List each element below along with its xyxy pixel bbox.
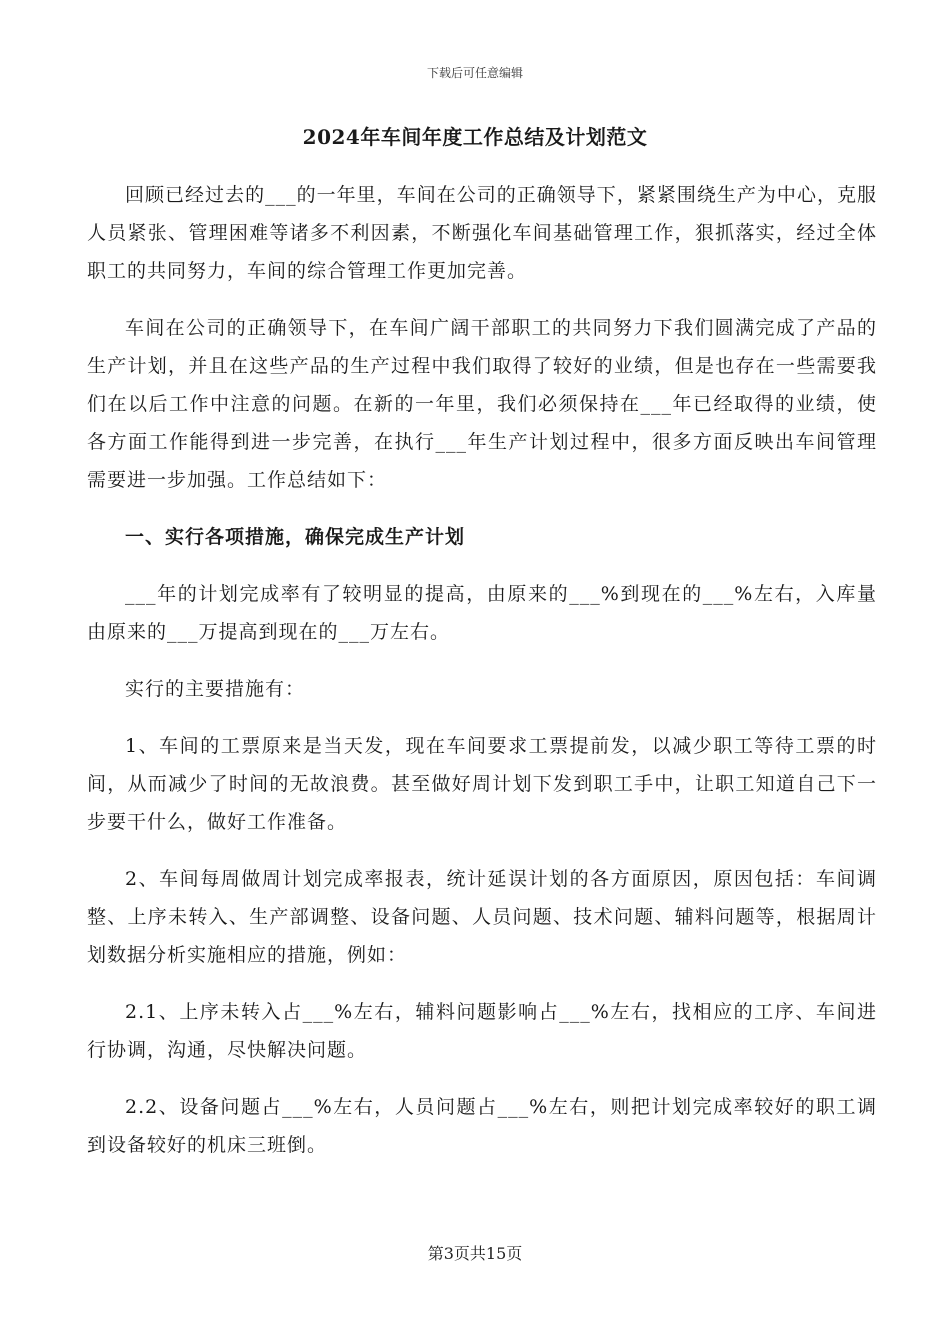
paragraph-measure-2: 2、车间每周做周计划完成率报表，统计延误计划的各方面原因，原因包括：车间调整、上序未转入、生产部调整、设备问题、人员问题、技术问题、辅料问题等，根据周计划数据分析实施相应的措施，例如： <box>87 868 877 966</box>
section-heading: 一、实行各项措施，确保完成生产计划 <box>125 526 466 548</box>
paragraph-completion-rate: ___年的计划完成率有了较明显的提高，由原来的___%到现在的___%左右，入库量由原来的___万提高到现在的___万左右。 <box>87 583 877 643</box>
paragraph-measure-1: 1、车间的工票原来是当天发，现在车间要求工票提前发，以减少职工等待工票的时间，从而减少了时间的无故浪费。甚至做好周计划下发到职工手中，让职工知道自己下一步要干什么，做好工作准备。 <box>87 735 877 833</box>
paragraph-measures-intro: 实行的主要措施有： <box>125 678 306 700</box>
paragraph-overview: 车间在公司的正确领导下，在车间广阔干部职工的共同努力下我们圆满完成了产品的生产计划，并且在这些产品的生产过程中我们取得了较好的业绩，但是也存在一些需要我们在以后工作中注意的问题。在新的一年里，我们必须保持在___年已经取得的业绩，使各方面工作能得到进一步完善，在执行___年生产计划过程中，很多方面反映出车间管理需要进一步加强。工作总结如下： <box>87 317 877 491</box>
document-title: 2024年车间年度工作总结及计划范文 <box>302 125 648 149</box>
header-note: 下载后可任意编辑 <box>426 66 523 80</box>
page-number: 第3页共15页 <box>427 1244 523 1263</box>
paragraph-measure-2-1: 2.1、上序未转入占___%左右，辅料问题影响占___%左右，找相应的工序、车间进行协调，沟通，尽快解决问题。 <box>87 1001 877 1061</box>
document-body <box>87 176 877 1183</box>
paragraph-measure-2-2: 2.2、设备问题占___%左右，人员问题占___%左右，则把计划完成率较好的职工调到设备较好的机床三班倒。 <box>87 1096 877 1156</box>
paragraph-intro: 回顾已经过去的___的一年里，车间在公司的正确领导下，紧紧围绕生产为中心，克服人员紧张、管理困难等诸多不利因素，不断强化车间基础管理工作，狠抓落实，经过全体职工的共同努力，车间的综合管理工作更加完善。 <box>87 184 877 282</box>
